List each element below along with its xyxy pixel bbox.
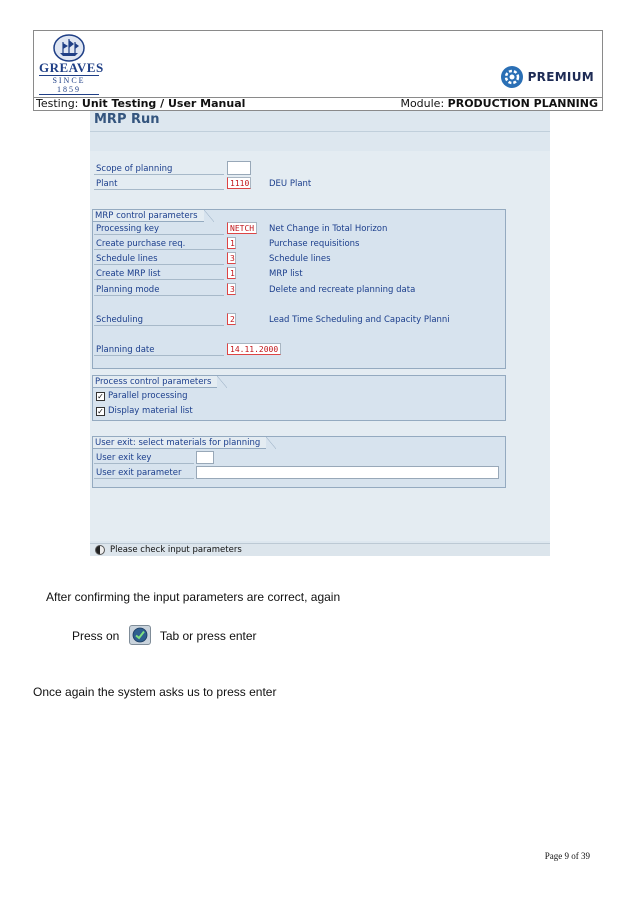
testing-label: Testing: <box>36 97 79 110</box>
create-purchase-req-label: Create purchase req. <box>94 238 224 250</box>
planning-mode-label: Planning mode <box>94 284 224 296</box>
create-purchase-req-description: Purchase requisitions <box>269 239 360 249</box>
document-header <box>33 30 603 111</box>
gear-logo-icon <box>500 65 524 89</box>
schedule-lines-input[interactable]: 3 <box>227 252 236 264</box>
status-message: Please check input parameters <box>110 545 242 555</box>
premium-label: PREMIUM <box>527 70 594 84</box>
instruction-paragraph-3: Once again the system asks us to press enter <box>33 685 277 699</box>
group-title: MRP control parameters <box>93 210 204 222</box>
user-exit-key-label: User exit key <box>94 452 194 464</box>
info-icon <box>95 545 105 555</box>
processing-key-input[interactable]: NETCH <box>227 222 257 234</box>
screen-title: MRP Run <box>94 112 160 127</box>
logo-name: GREAVES <box>39 60 104 75</box>
processing-key-description: Net Change in Total Horizon <box>269 224 388 234</box>
instruction-paragraph-2 <box>72 627 257 647</box>
checkmark-icon <box>132 627 148 643</box>
plant-input[interactable]: 1110 <box>227 177 251 189</box>
processing-key-label: Processing key <box>94 223 224 235</box>
premium-logo <box>500 65 594 89</box>
status-bar <box>90 543 550 556</box>
schedule-lines-label: Schedule lines <box>94 253 224 265</box>
module-value: PRODUCTION PLANNING <box>447 97 598 110</box>
sap-mrp-run-screen <box>90 111 550 556</box>
parallel-processing-checkbox[interactable]: ✓ <box>97 392 104 401</box>
page-number: Page 9 of 39 <box>544 851 590 861</box>
scheduling-label: Scheduling <box>94 314 224 326</box>
press-on-text: Press on <box>72 629 120 644</box>
group-title: Process control parameters <box>93 376 217 388</box>
testing-info <box>36 97 245 110</box>
tab-or-enter-text: Tab or press enter <box>159 629 257 644</box>
group-title: User exit: select materials for planning <box>93 437 266 449</box>
logo-since: SINCE 1859 <box>39 75 99 95</box>
user-exit-key-input[interactable] <box>196 451 214 464</box>
scheduling-description: Lead Time Scheduling and Capacity Planni <box>269 315 450 325</box>
planning-date-input[interactable]: 14.11.2000 <box>227 343 281 355</box>
user-exit-parameter-label: User exit parameter <box>94 467 194 479</box>
plant-description: DEU Plant <box>269 179 312 189</box>
display-material-list-checkbox[interactable]: ✓ <box>97 407 104 416</box>
module-info <box>400 97 598 110</box>
module-label: Module: <box>400 97 445 110</box>
testing-value: Unit Testing / User Manual <box>81 97 246 110</box>
execute-button[interactable] <box>129 625 151 645</box>
display-material-list-label: Display material list <box>108 406 193 416</box>
greaves-logo <box>39 34 104 94</box>
planning-mode-input[interactable]: 3 <box>227 283 236 295</box>
plant-label: Plant <box>94 178 224 190</box>
create-purchase-req-input[interactable]: 1 <box>227 237 236 249</box>
user-exit-parameter-input[interactable] <box>196 466 499 479</box>
ship-emblem-icon <box>51 34 87 62</box>
scope-of-planning-label: Scope of planning <box>94 163 224 175</box>
scheduling-input[interactable]: 2 <box>227 313 236 325</box>
create-mrp-list-label: Create MRP list <box>94 268 224 280</box>
planning-mode-description: Delete and recreate planning data <box>269 285 416 295</box>
scope-of-planning-input[interactable] <box>227 161 251 175</box>
schedule-lines-description: Schedule lines <box>269 254 331 264</box>
planning-date-label: Planning date <box>94 344 224 356</box>
title-divider <box>90 131 550 132</box>
parallel-processing-label: Parallel processing <box>108 391 188 401</box>
create-mrp-list-description: MRP list <box>269 269 303 279</box>
create-mrp-list-input[interactable]: 1 <box>227 267 236 279</box>
instruction-paragraph-1: After confirming the input parameters are correct, again <box>46 590 341 604</box>
